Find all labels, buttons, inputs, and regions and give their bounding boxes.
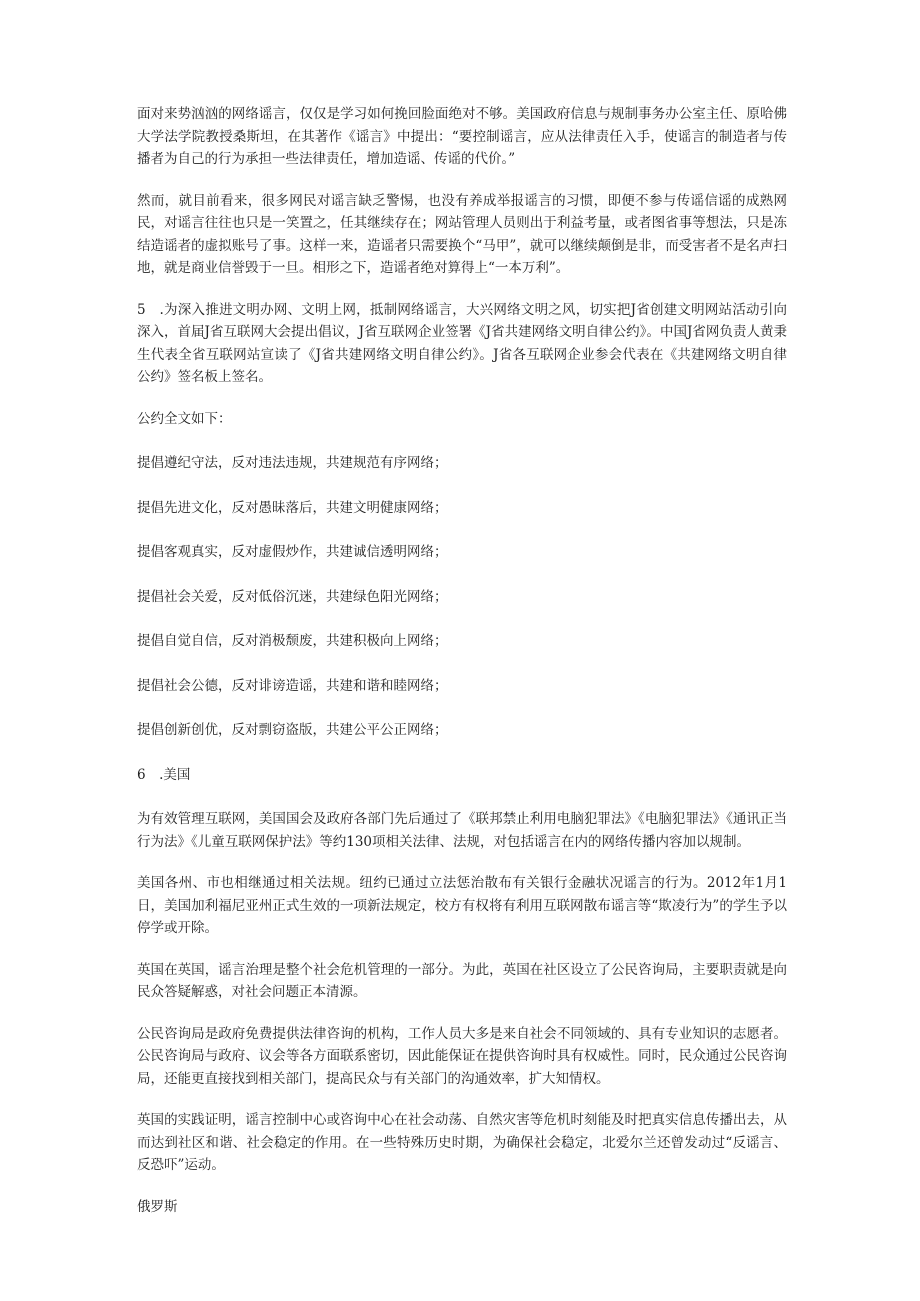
paragraph-us-laws: 为有效管理互联网，美国国会及政府各部门先后通过了《联邦禁止利用电脑犯罪法》《电脑犯罪法》《通讯正当行为法》《儿童互联网保护法》等约130项相关法律、法规，对包括谣言在内的网络传播内容加以规制。	[137, 811, 787, 850]
paragraph-us-states: 美国各州、市也相继通过相关法规。纽约已通过立法惩治散布有关银行金融状况谣言的行为。2012年1月1日，美国加利福尼亚州正式生效的一项新法规定，校方有权将有利用互联网散布谣言等“欺凌行为”的学生予以停学或开除。	[137, 875, 787, 936]
convention-item: 提倡社会公德，反对诽谤造谣，共建和谐和睦网络；	[137, 677, 448, 694]
convention-item: 提倡先进文化，反对愚昧落后，共建文明健康网络；	[137, 499, 448, 516]
document-body	[137, 103, 787, 1240]
paragraph-netizens: 然而，就目前看来，很多网民对谣言缺乏警惕，也没有养成举报谣言的习惯，即便不参与传谣信谣的成熟网民，对谣言往往也只是一笑置之，任其继续存在；网站管理人员则出于利益考量，或者图省事等想法，只是冻结造谣者的虚拟账号了事。这样一来，造谣者只需要换个“马甲”，就可以继续颠倒是非，而受害者不是名声扫地，就是商业信誉毁于一旦。相形之下，造谣者绝对算得上“一本万利”。	[137, 192, 787, 276]
paragraph-uk-intro: 英国在英国，谣言治理是整个社会危机管理的一部分。为此，英国在社区设立了公民咨询局，主要职责就是向民众答疑解惑，对社会问题正本清源。	[137, 961, 787, 1000]
convention-item: 提倡客观真实，反对虚假炒作，共建诚信透明网络；	[137, 544, 448, 560]
section-heading-russia: 俄罗斯	[137, 1198, 178, 1215]
convention-item: 提倡自觉自信，反对消极颓废，共建积极向上网络；	[137, 633, 448, 649]
convention-item: 提倡创新创优，反对剽窃盗版，共建公平公正网络；	[137, 722, 448, 738]
convention-item: 提倡社会关爱，反对低俗沉迷，共建绿色阳光网络；	[137, 588, 448, 605]
paragraph-uk-bureau: 公民咨询局是政府免费提供法律咨询的机构，工作人员大多是来自社会不同领域的、具有专业知识的志愿者。公民咨询局与政府、议会等各方面联系密切，因此能保证在提供咨询时具有权威性。同时，民众通过公民咨询局，还能更直接找到相关部门，提高民众与有关部门的沟通效率，扩大知情权。	[137, 1025, 787, 1087]
paragraph-section-5: 5 .为深入推进文明办网、文明上网，抵制网络谣言，大兴网络文明之风，切实把J省创建文明网站活动引向深入，首届J省互联网大会提出倡议，J省互联网企业签署《J省共建网络文明自律公约》。中国J省网负责人黄秉生代表全省互联网站宣读了《J省共建网络文明自律公约》。J省各互联网企业参会代表在《共建网络文明自律公约》签名板上签名。	[137, 301, 787, 385]
section-heading-usa: 6 .美国	[137, 766, 191, 783]
convention-item: 提倡遵纪守法，反对违法违规，共建规范有序网络；	[137, 455, 448, 471]
paragraph-uk-practice: 英国的实践证明，谣言控制中心或咨询中心在社会动荡、自然灾害等危机时刻能及时把真实信息传播出去，从而达到社区和谐、社会稳定的作用。在一些特殊历史时期，为确保社会稳定，北爱尔兰还曾发动过“反谣言、反恐吓”运动。	[137, 1112, 787, 1173]
paragraph-sunstein: 面对来势汹汹的网络谣言，仅仅是学习如何挽回脸面绝对不够。美国政府信息与规制事务办公室主任、原哈佛大学法学院教授桑斯坦，在其著作《谣言》中提出：“要控制谣言，应从法律责任入手，使谣言的制造者与传播者为自己的行为承担一些法律责任，增加造谣、传谣的代价。”	[137, 106, 787, 167]
paragraph-convention-intro: 公约全文如下：	[137, 410, 232, 427]
